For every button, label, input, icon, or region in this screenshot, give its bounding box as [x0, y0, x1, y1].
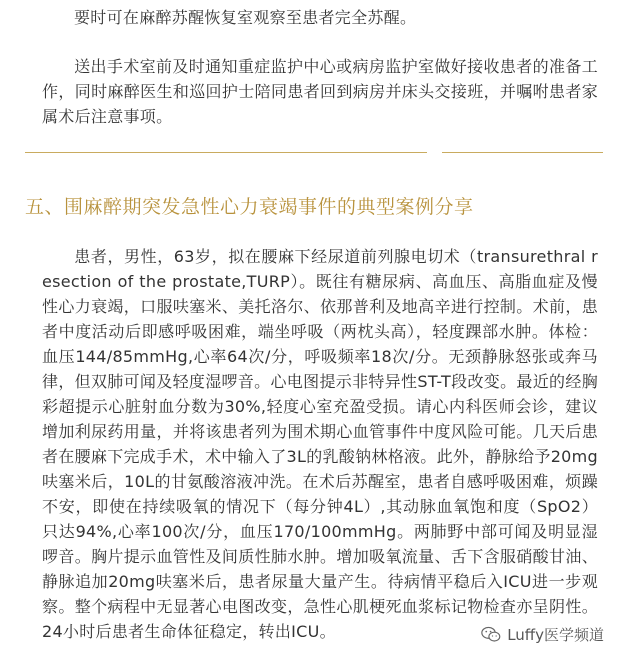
wechat-icon — [481, 626, 501, 643]
paragraph-text: 要时可在麻醉苏醒恢复室观察至患者完全苏醒。 — [74, 8, 417, 27]
section-title: 五、围麻醉期突发急性心力衰竭事件的典型案例分享 — [25, 196, 474, 218]
section-divider — [25, 152, 603, 154]
divider-line-right — [442, 152, 603, 153]
watermark — [479, 624, 606, 645]
paragraph-handover — [42, 54, 598, 129]
paragraph-text: 送出手术室前及时通知重症监护中心或病房监护室做好接收患者的准备工作，同时麻醉医生和巡回护士陪同患者回到病房并床头交接班，并嘱咐患者家属术后注意事项。 — [42, 57, 598, 126]
paragraph-text: 患者，男性，63岁，拟在腰麻下经尿道前列腺电切术（transurethral resection of the prostate,TURP）。既往有糖尿病、高血压、高脂血症及慢性心力衰竭，口服呋塞米、美托洛尔、依那普利及地高辛进行控制。术前，患者中度活动后即感呼吸困难，端坐呼吸（两枕头高），轻度踝部水肿。体检：血压144/85mmHg,心率64次/分，呼吸频率18次/分。无颈静脉怒张或奔马律，但双肺可闻及轻度湿啰音。心电图提示非特异性ST-T段改变。最近的经胸彩超提示心脏射血分数为30%,轻度心室充盈受损。请心内科医师会诊，建议增加利尿药用量，并将该患者列为围术期心血管事件中度风险可能。几天后患者在腰麻下完成手术，术中输入了3L的乳酸钠林格液。此外，静脉给予20mg呋塞米后，10L的甘氨酸溶液冲洗。在术后苏醒室，患者自感呼吸困难，烦躁不安，即使在持续吸氧的情况下（每分钟4L）,其动脉血氧饱和度（SpO2）只达94%,心率100次/分，血压170/100mmHg。两肺野中部可闻及明显湿啰音。胸片提示血管性及间质性肺水肿。增加吸氧流量、舌下含服硝酸甘油、静脉追加20mg呋塞米后，患者尿量大量产生。待病情平稳后入ICU进一步观察。整个病程中无显著心电图改变，急性心肌梗死血浆标记物检查亦呈阴性。24小时后患者生命体征稳定，转出ICU。 — [42, 247, 598, 641]
paragraph-case-study — [42, 244, 598, 644]
divider-line-left — [25, 152, 427, 153]
watermark-text: Luffy医学频道 — [507, 626, 604, 644]
paragraph-recovery-observation — [42, 5, 598, 30]
